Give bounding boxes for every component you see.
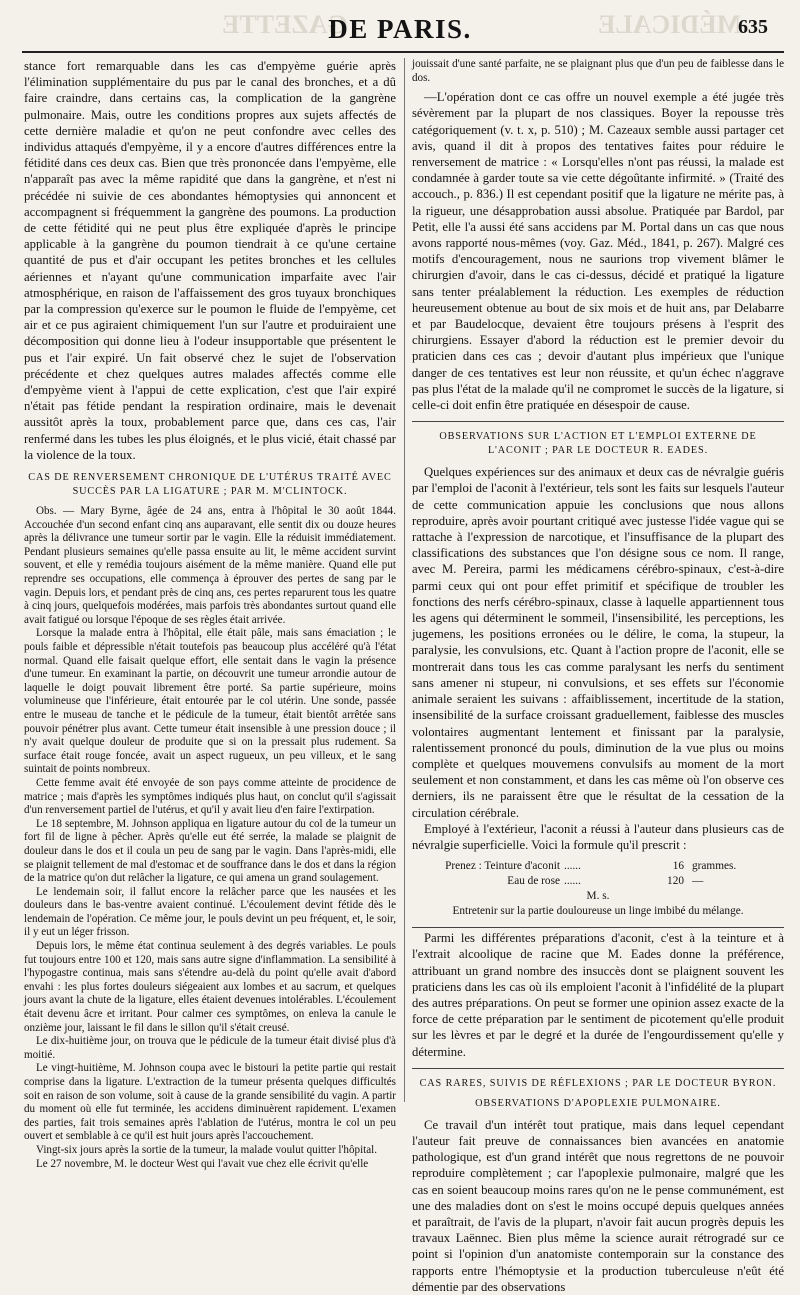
header-rule <box>22 51 784 53</box>
paragraph: Depuis lors, le même état continua seulement à des degrés variables. Le pouls fut toujours entre 100 et 120, mais sans autre signe d'inflammation. La sensibilité à l'hypogastre continua, mais sans s'étendre au-delà du point qu'elle avait d'abord envahi : les plus fortes douleurs siégeaient aux lombes et au sacrum, et quelques jours avant la chute de la ligature, elles étaient devenues intolérables. L'écoulement était devenu âcre et irritant. Pour calmer ces symptômes, on enleva la canule le onzième jour, laissant le fil dans le sillon qu'il s'était creusé. <box>24 940 396 1034</box>
paragraph: Le 18 septembre, M. Johnson appliqua en ligature autour du col de la tumeur un fort fil de ligne à pêcher. Après qu'elle eut été serrée, la malade se plaignit de douleur dans le dos et il coula un peu de sang par le vagin. Dans l'après-midi, elle se plaignit tellement de mal d'estomac et de souffrance dans le dos et dans la région de la matrice qu'on dut relâcher la ligature, ce qui amena un grand soulagement. <box>24 817 396 885</box>
paragraph: Le vingt-huitième, M. Johnson coupa avec le bistouri la petite partie qui restait comprise dans la ligature. L'extraction de la tumeur présenta quelques difficultés soit en raison de son volume, soit à cause de la grande sensibilité du vagin. A partir du moment où elle fut terminée, les accidens diminuèrent rapidement. L'examen des parties, fait trois semaines après l'ablation de l'utérus, montra le col un peu ouvert et semblable à ce qu'il est huit jours après l'accouchement. <box>24 1062 396 1143</box>
column-divider <box>404 58 405 1102</box>
formula-mix-note: M. s. <box>586 890 610 903</box>
paragraph: Lorsque la malade entra à l'hôpital, elle était pâle, mais sans émaciation ; le pouls faible et dépressible n'était toutefois pas beaucoup plus accéléré qu'à l'état normal. Quand elle faisait quelque effort, elle sentait dans le vagin la présence d'une tumeur. En examinant la partie, on découvrit une tumeur arrondie autour de laquelle le doigt pouvait librement être porté. Sa partie supérieure, moins volumineuse que l'inférieure, était entourée par le col utérin. Une sonde, passée entre le museau de tanche et le pédicule de la tumeur, était bientôt arrêtée sans pouvoir pénétrer plus avant. Cette tumeur était insensible à une pression douce ; il n'y avait quelque douleur de produite que si on la pressait plus rudement. Sa surface était rouge foncée, avait un aspect rugueux, un peu villeux, et le sang suintait de points nombreux. <box>24 627 396 776</box>
paragraph: Quelques expériences sur des animaux et deux cas de névralgie guéris par l'emploi de l'aconit à l'extérieur, tels sont les faits sur lesquels l'auteur de cette communication appuie les conclusions que nous allons reproduire, après avoir pourtant critiqué avec justesse l'idée vague qui se rattache à l'expression de narcotique, et l'insuffisance de la plupart des classifications des substances que l'on désigne sous ce nom. Il range, avec M. Pereira, parmi les médicamens cérébro-spinaux, c'est-à-dire parmi ceux qui ont pour effet primitif et spécifique de troubler les fonctions des nerfs cérébro-spinaux, classe à laquelle appartiennent tous les agens qui déterminent le sommeil, l'insensibilité, les perceptions, les jugemens, les positions erronées ou le délire, le coma, la stupeur, la paralysie, les convulsions, etc. Quant à l'action propre de l'aconit, elle se montrerait dans tous les cas comme paralysant les nerfs du sentiment sans amener ni stupeur, ni convulsions, et ses effets sur l'économie animale seraient les suivans : affaiblissement, incertitude de la station, insensibilité de la surface croissant graduellement, faiblesse des muscles volontaires augmentant lentement et finissant par la paralysie, ralentissement prononcé du pouls, diminution de la vue plus ou moins complète et quelques mouvemens convulsifs au moment de la mort seulement et non constamment, et dans les cas même où l'on observe ces derniers, ils ne paraissent être que le résultat de la cessation de la circulation cérébrale. <box>412 465 784 820</box>
bleed-through-text: GAZETTE <box>222 10 348 39</box>
page-header <box>0 0 800 52</box>
paragraph: Le 27 novembre, M. le docteur West qui l'avait vue chez elle écrivit qu'elle <box>36 1157 369 1170</box>
paragraph: Vingt-six jours après la sortie de la tumeur, la malade voulut quitter l'hôpital. <box>36 1143 378 1156</box>
section-heading: CAS DE RENVERSEMENT CHRONIQUE DE L'UTÉRUS TRAITÉ AVEC SUCCÈS PAR LA LIGATURE ; PAR M. M'CLINTOCK. <box>28 472 392 498</box>
paragraph: Cette femme avait été envoyée de son pays comme atteinte de procidence de matrice ; mais d'après les symptômes indiqués plus haut, on conclut qu'il s'agissait d'un renversement partiel de l'utérus, et qu'il y avait lieu d'en faire l'extirpation. <box>24 776 396 817</box>
subsection-heading: OBSERVATIONS D'APOPLEXIE PULMONAIRE. <box>475 1097 721 1109</box>
formula-quantity: 16 <box>672 860 684 873</box>
formula-row <box>412 874 784 889</box>
formula-label: Eau de rose <box>507 875 560 888</box>
section-rule <box>412 927 784 928</box>
paragraph: Employé à l'extérieur, l'aconit a réussi à l'auteur dans plusieurs cas de névralgie superficielle. Voici la formule qu'il prescrit : <box>412 821 784 852</box>
section-heading: CAS RARES, SUIVIS DE RÉFLEXIONS ; PAR LE DOCTEUR BYRON. <box>419 1077 777 1089</box>
formula-dots: ...... <box>564 860 581 873</box>
prescription-formula <box>412 859 784 919</box>
paragraph: jouissait d'une santé parfaite, ne se plaignant plus que d'un peu de faiblesse dans le dos. <box>412 58 784 84</box>
paragraph: Le dix-huitième jour, on trouva que le pédicule de la tumeur était divisé plus d'à moitié. <box>24 1035 396 1061</box>
page-number: 635 <box>738 16 768 38</box>
left-column <box>24 58 396 1170</box>
section-rule <box>412 1068 784 1069</box>
formula-unit: — <box>692 875 704 888</box>
paragraph: stance fort remarquable dans les cas d'empyème guérie après l'élimination supplémentaire du pus par le canal des bronches, et a dû faire craindre, dans certains cas, la complication de la gangrène pulmonaire. Mais, outre les conditions propres aux sujets affectés de cette dernière maladie et qu'on ne peut confondre avec celles des individus attaqués d'empyème, il y a encore d'autres différences entre la fétidité dans ces deux cas. Bien que très prononcée dans l'empyème, elle n'apparaît pas avec la même rapidité que dans la gangrène, et n'est ni précédée ni suivie de ces abondantes hémoptysies qui annoncent et accompagnent si fréquemment la gangrène des poumons. La production de cette fétidité qui ne peut plus être expliquée d'après le principe applicable à la gangrène du poumon tiendrait à ce qu'une certaine quantité de pus et d'air occupant les petites bronches et les cellules aériennes et n'ayant qu'une communication imparfaite avec l'air atmosphérique, en raison de l'affaissement des gros tuyaux bronchiques par la compression qu'exerce sur le poumon le fluide de l'empyème, cet air et ce pus agiraient chimiquement l'un sur l'autre et produiraient une décomposition qui donne lieu à l'odeur insupportable que présentent le pus et l'air expiré. Un fait observé chez le sujet de l'observation précédente et chez quelques autres malades affectés comme elle d'empyème vient à l'appui de cette explication, c'est que l'air expiré n'était pas fétide pendant la respiration ordinaire, mais le devenait aussitôt après la toux, probablement parce que, dans ces cas, l'air renfermé dans les tubes les plus éloignés, et le plus vicié, était chassé par la violence de la toux. <box>24 59 396 462</box>
formula-label: Prenez : Teinture d'aconit <box>445 860 560 873</box>
formula-row <box>412 859 784 874</box>
paragraph: Parmi les différentes préparations d'aconit, c'est à la teinture et à l'extrait alcoolique de racine que M. Eades donne la préférence, attribuant un grand nombre des insuccès dont se plaignent souvent les praticiens dans les cas où ils emploient l'aconit à l'infidélité de la plupart des autres préparations. On peut se former une opinion assez exacte de la force de cette préparation par le sentiment de picotement qu'elle produit sur les lèvres et par le degré et la durée de l'engourdissement qu'elle y détermine. <box>412 931 784 1059</box>
observation-paragraph: Obs. — Mary Byrne, âgée de 24 ans, entra à l'hôpital le 30 août 1844. Accouchée d'un second enfant cinq ans auparavant, elle sentit dix ou douze heures après la délivrance une tumeur sortir par le vagin. Elle la réduisit immédiatement. Pendant plusieurs semaines qu'elle passa ensuite au lit, le même accident survint souvent, et elle y remédia toujours aisément de la même manière. Quand elle put reprendre ses occupations, elle commença à éprouver des pertes de sang par le vagin. Depuis lors, et pendant près de cinq ans, ces pertes reparurent tous les quatre à cinq jours, quelquefois modérées, mais parfois très abondantes surtout quand elle avait fatigué ou lorsque l'époque de ses règles était arrivée. <box>24 505 396 626</box>
right-column <box>412 58 784 1294</box>
running-title: DE PARIS. <box>328 14 472 44</box>
bleed-through-text: MÉDICALE <box>598 10 742 39</box>
paragraph: Ce travail d'un intérêt tout pratique, mais dans lequel cependant l'auteur fait preuve de connaissances bien avancées en anatomie pathologique, est d'un grand intérêt que nous regrettons de ne pouvoir reproduire complètement ; car l'apoplexie pulmonaire, malgré que les cas en soient beaucoup moins rares qu'on ne le pense communément, est une des maladies dont on s'est le moins occupé depuis quelques années et paraîtrait, de l'avis de la plupart, n'avoir fait aucun progrès depuis les travaux Laënnec. Bien plus même la science aurait rétrogradé sur ce point si l'opinion d'un anatomiste contemporain sur la constance des rapports entre l'hémoptysie et la production tuberculeuse n'eût été démentie par des observations <box>412 1117 784 1294</box>
paragraph: —L'opération dont ce cas offre un nouvel exemple a été jugée très sévèrement par la plupart de nos classiques. Boyer la repousse très catégoriquement (v. t. x, p. 510) ; M. Cazeaux semble aussi partager cet avis, quand il dit à propos des tentatives faites pour réduire le renversement de matrice : « Lorsqu'elles n'ont pas réussi, la malade est condamnée à garder toute sa vie cette dégoûtante infirmité. » (Traité des accouch., p. 836.) Il est cependant positif que la ligature ne mérite pas, à la rigueur, une désapprobation aussi absolue. Pratiquée par Bardol, par Petit, elle l'a aussi été sans accidens par M. Portal dans un cas que nous avons rapporté nous-mêmes (voy. Gaz. Méd., 1841, p. 267). Malgré ces motifs d'encouragement, nous ne saurions trop vivement blâmer le chirurgien d'avoir, dans le cas ci-dessus, décidé et pratiqué la ligature sans tenter préalablement la réduction. Les exemples de réduction heureusement obtenue au bout de six mois et de huit ans, par Delabarre et par Baudelocque, devaient être toujours présens à l'esprit des chirurgiens. Essayer d'abord la réduction est le premier devoir du praticien dans ces cas ; devoir d'autant plus impérieux que l'unique danger de ces tentatives est leur non réussite, et qu'un échec n'aggrave pas plus l'état de la malade qu'il ne compromet le succès de la ligature, si celle-ci doit enfin être pratiquée en désespoir de cause. <box>412 90 784 413</box>
formula-unit: grammes. <box>692 860 737 873</box>
section-rule <box>412 421 784 422</box>
formula-quantity: 120 <box>667 875 684 888</box>
section-heading: OBSERVATIONS SUR L'ACTION ET L'EMPLOI EXTERNE DE L'ACONIT ; PAR LE DOCTEUR R. EADES. <box>439 431 757 457</box>
paragraph: Le lendemain soir, il fallut encore la relâcher parce que les nausées et les douleurs dans le bas-ventre avaient continué. L'écoulement devint fétide dès le lendemain de l'opération. Ce même jour, le pouls devint un peu fréquent, et, le soir, il y eut un léger frisson. <box>24 885 396 939</box>
formula-instructions: Entretenir sur la partie douloureuse un linge imbibé du mélange. <box>452 905 744 918</box>
formula-dots: ...... <box>564 875 581 888</box>
